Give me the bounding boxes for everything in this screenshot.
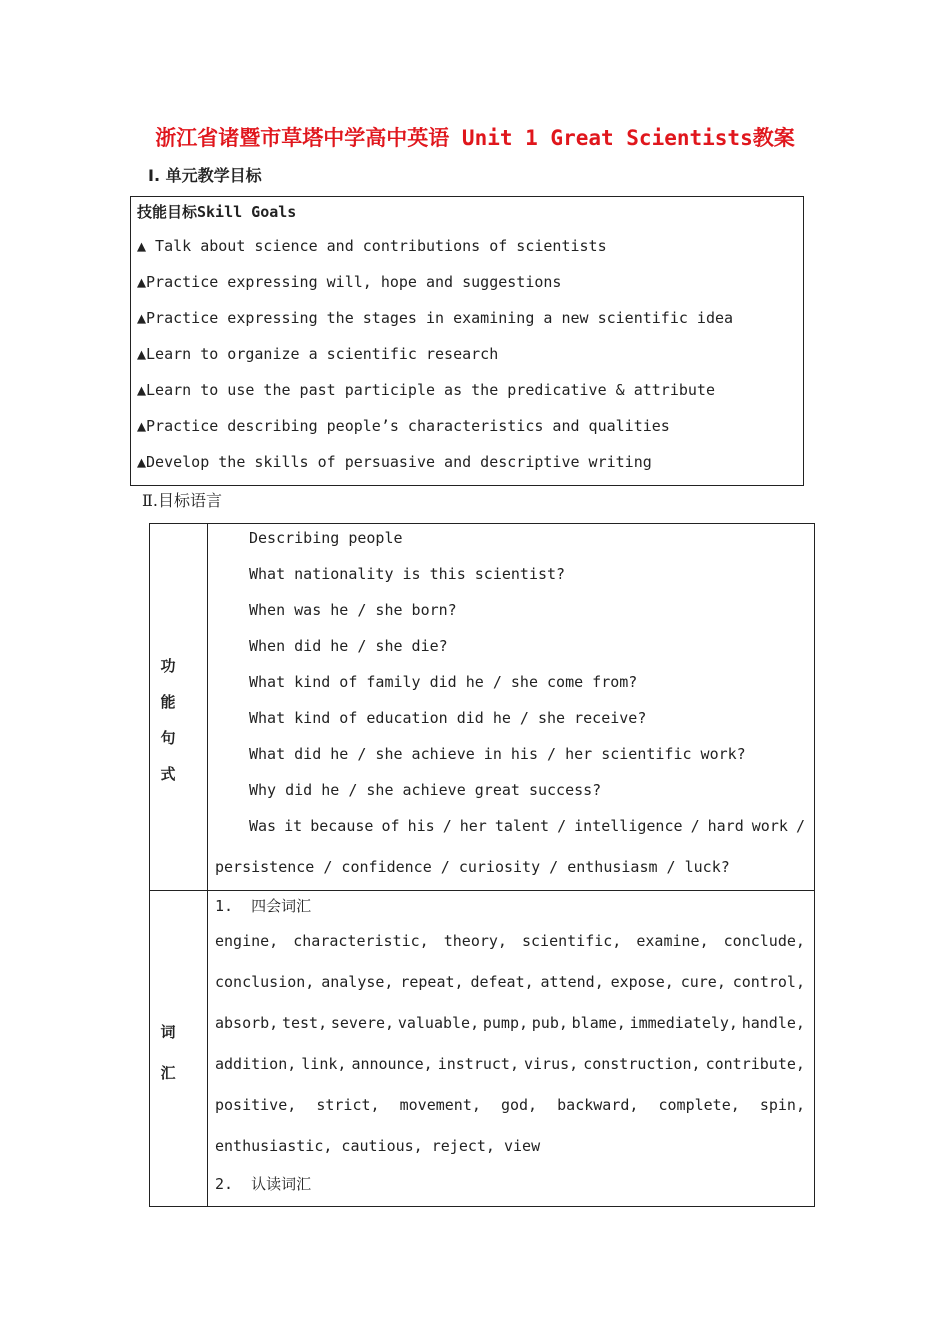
row-divider <box>150 890 814 891</box>
vocab-label-char: 词 <box>160 1023 176 1041</box>
column-divider <box>207 524 208 1206</box>
vocab-word: pump, <box>482 1014 529 1032</box>
word: Was <box>249 817 277 835</box>
vocab-word: instruct, <box>437 1055 519 1073</box>
function-sentence: When did he / she die? <box>249 637 448 655</box>
functions-label-char: 句 <box>160 729 176 747</box>
vocab-word: test, <box>281 1014 328 1032</box>
skill-goals-heading: 技能目标Skill Goals <box>137 203 297 221</box>
vocab-word: conclusion, <box>215 973 315 991</box>
function-sentence: What nationality is this scientist? <box>249 565 566 583</box>
vocab-label <box>160 1012 176 1094</box>
function-sentence: When was he / she born? <box>249 601 457 619</box>
vocab-word: virus, <box>524 1055 579 1073</box>
goal-item: ▲Practice describing people’s characteristics and qualities <box>137 417 670 435</box>
vocab-word: pub, <box>531 1014 568 1032</box>
vocab-word: scientific, <box>522 932 622 950</box>
word: hard <box>707 817 744 835</box>
vocab-word: movement, <box>399 1096 481 1114</box>
word: his <box>407 817 435 835</box>
goal-item: ▲Practice expressing will, hope and suggestions <box>137 273 562 291</box>
word: / <box>557 817 567 835</box>
vocab-label-char: 汇 <box>160 1064 176 1082</box>
goal-item: ▲Learn to organize a scientific research <box>137 345 499 363</box>
function-sentence: Why did he / she achieve great success? <box>249 781 602 799</box>
function-sentence: What kind of education did he / she receive? <box>249 709 647 727</box>
function-sentence: What kind of family did he / she come from? <box>249 673 638 691</box>
vocab-heading-active: 1. 四会词汇 <box>215 897 312 915</box>
word: / <box>442 817 452 835</box>
functions-label-char: 式 <box>160 765 176 783</box>
vocab-word: examine, <box>636 932 709 950</box>
functions-label-char: 功 <box>160 657 176 675</box>
word: it <box>284 817 303 835</box>
vocab-heading-recognize: 2. 认读词汇 <box>215 1175 312 1193</box>
goal-item: ▲Learn to use the past participle as the predicative & attribute <box>137 381 715 399</box>
word: because <box>310 817 374 835</box>
function-sentence: Describing people <box>249 529 403 547</box>
vocab-word: attend, <box>540 973 604 991</box>
vocab-word: immediately, <box>629 1014 738 1032</box>
word: her <box>459 817 487 835</box>
vocab-line <box>215 1014 805 1032</box>
goal-item: ▲Practice expressing the stages in examining a new scientific idea <box>137 309 734 327</box>
vocab-word: characteristic, <box>293 932 429 950</box>
vocab-word: blame, <box>571 1014 626 1032</box>
vocab-word: engine, <box>215 932 279 950</box>
vocab-word: god, <box>500 1096 538 1114</box>
section-heading-target-language: Ⅱ.目标语言 <box>142 491 222 510</box>
function-sentence-cont: persistence / confidence / curiosity / enthusiasm / luck? <box>215 858 730 876</box>
vocab-word: theory, <box>443 932 507 950</box>
vocab-word: conclude, <box>723 932 805 950</box>
functions-label <box>160 648 176 792</box>
vocab-word: repeat, <box>400 973 464 991</box>
word: of <box>381 817 400 835</box>
vocab-word: valuable, <box>397 1014 480 1032</box>
vocab-word: handle, <box>741 1014 805 1032</box>
document-title: 浙江省诸暨市草塔中学高中英语 Unit 1 Great Scientists教案 <box>155 126 795 150</box>
word: intelligence <box>574 817 683 835</box>
function-sentence-long <box>249 817 805 835</box>
vocab-line <box>215 1096 805 1114</box>
vocab-word: addition, <box>215 1055 297 1073</box>
word: / <box>795 817 805 835</box>
vocab-word: complete, <box>658 1096 740 1114</box>
word: work <box>751 817 788 835</box>
vocab-word: strict, <box>316 1096 380 1114</box>
vocab-line <box>215 1055 805 1073</box>
function-sentence: What did he / she achieve in his / her scientific work? <box>249 745 746 763</box>
goal-item: ▲ Talk about science and contributions of scientists <box>137 237 607 255</box>
vocab-word: link, <box>301 1055 347 1073</box>
vocab-word: announce, <box>351 1055 433 1073</box>
word: talent <box>494 817 550 835</box>
vocab-word: control, <box>732 973 805 991</box>
vocab-line <box>215 932 805 950</box>
vocab-word: absorb, <box>215 1014 279 1032</box>
vocab-word: contribute, <box>705 1055 805 1073</box>
vocab-word: spin, <box>759 1096 805 1114</box>
functions-label-char: 能 <box>160 693 176 711</box>
vocab-word: cure, <box>680 973 726 991</box>
vocab-line <box>215 973 805 991</box>
section-heading-goals: Ⅰ. 单元教学目标 <box>148 166 262 185</box>
word: / <box>690 817 700 835</box>
vocab-word: severe, <box>330 1014 395 1032</box>
target-language-table <box>149 523 815 1207</box>
vocab-word: defeat, <box>470 973 534 991</box>
vocab-word: expose, <box>610 973 674 991</box>
vocab-word: construction, <box>583 1055 701 1073</box>
vocab-word: analyse, <box>321 973 394 991</box>
vocab-word: backward, <box>557 1096 639 1114</box>
vocab-word: positive, <box>215 1096 297 1114</box>
goal-item: ▲Develop the skills of persuasive and descriptive writing <box>137 453 652 471</box>
skill-goals-box <box>130 196 804 486</box>
vocab-line-last: enthusiastic, cautious, reject, view <box>215 1137 541 1155</box>
